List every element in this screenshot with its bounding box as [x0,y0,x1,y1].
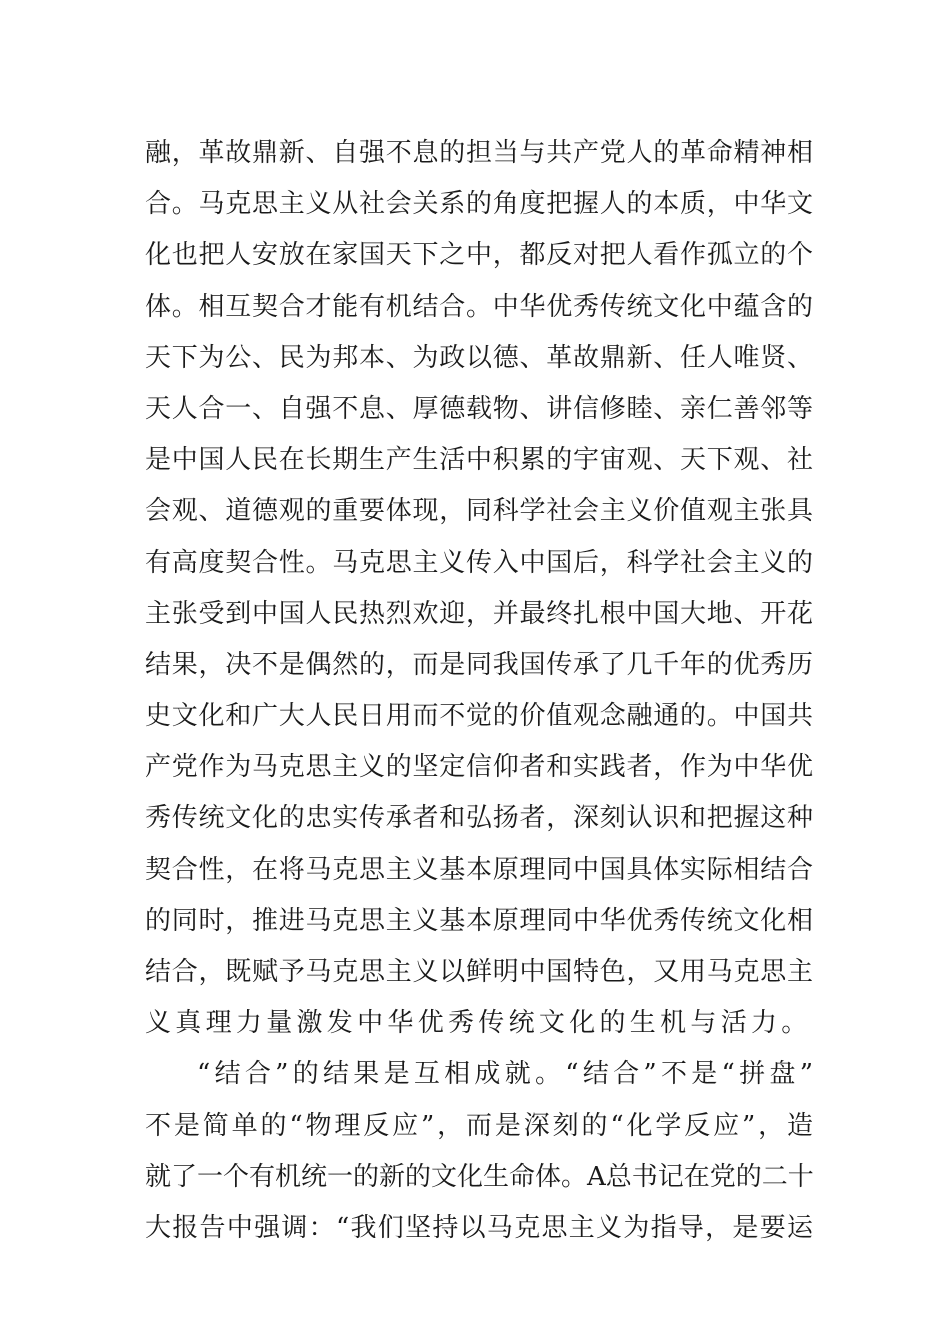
text-line: 天下为公、民为邦本、为政以德、革故鼎新、任人唯贤、 [145,342,813,373]
text-line: 义真理力量激发中华优秀传统文化的生机与活力。 [145,1008,812,1039]
text-line: 融，革故鼎新、自强不息的担当与共产党人的革命精神相 [145,138,813,168]
text-line: 体。相互契合才能有机结合。中华优秀传统文化中蕴含的 [145,291,813,322]
text-line: 就了一个有机统一的新的文化生命体。A总书记在党的二十 [145,1161,814,1192]
paragraph-2 [145,1049,813,1254]
text-line: 契合性，在将马克思主义基本原理同中国具体实际相结合 [145,854,813,885]
text-line: 化也把人安放在家国天下之中，都反对把人看作孤立的个 [145,240,813,271]
text-line: 结果，决不是偶然的，而是同我国传承了几千年的优秀历 [145,649,813,680]
text-line: 的同时，推进马克思主义基本原理同中华优秀传统文化相 [145,905,813,936]
text-line: 史文化和广大人民日用而不觉的价值观念融通的。中国共 [145,701,813,732]
text-line: 天人合一、自强不息、厚德载物、讲信修睦、亲仁善邻等 [145,393,813,424]
text-line: 合。马克思主义从社会关系的角度把握人的本质，中华文 [145,189,813,220]
text-line: 大报告中强调：“我们坚持以马克思主义为指导，是要运 [145,1212,813,1243]
text-line: 主张受到中国人民热烈欢迎，并最终扎根中国大地、开花 [145,598,813,629]
paragraph-1 [145,128,813,1049]
text-line: 不是简单的“物理反应”，而是深刻的“化学反应”，造 [145,1110,813,1141]
body-text [145,128,813,1254]
text-line: 有高度契合性。马克思主义传入中国后，科学社会主义的 [145,547,813,578]
text-line: 会观、道德观的重要体现，同科学社会主义价值观主张具 [145,496,813,527]
text-line: 产党作为马克思主义的坚定信仰者和实践者，作为中华优 [145,752,813,783]
text-line: 结合，既赋予马克思主义以鲜明中国特色，又用马克思主 [145,957,813,987]
text-line: 是中国人民在长期生产生活中积累的宇宙观、天下观、社 [145,445,813,476]
text-line: “结合”的结果是互相成就。“结合”不是“拼盘” [197,1059,813,1090]
text-line: 秀传统文化的忠实传承者和弘扬者，深刻认识和把握这种 [145,803,813,834]
